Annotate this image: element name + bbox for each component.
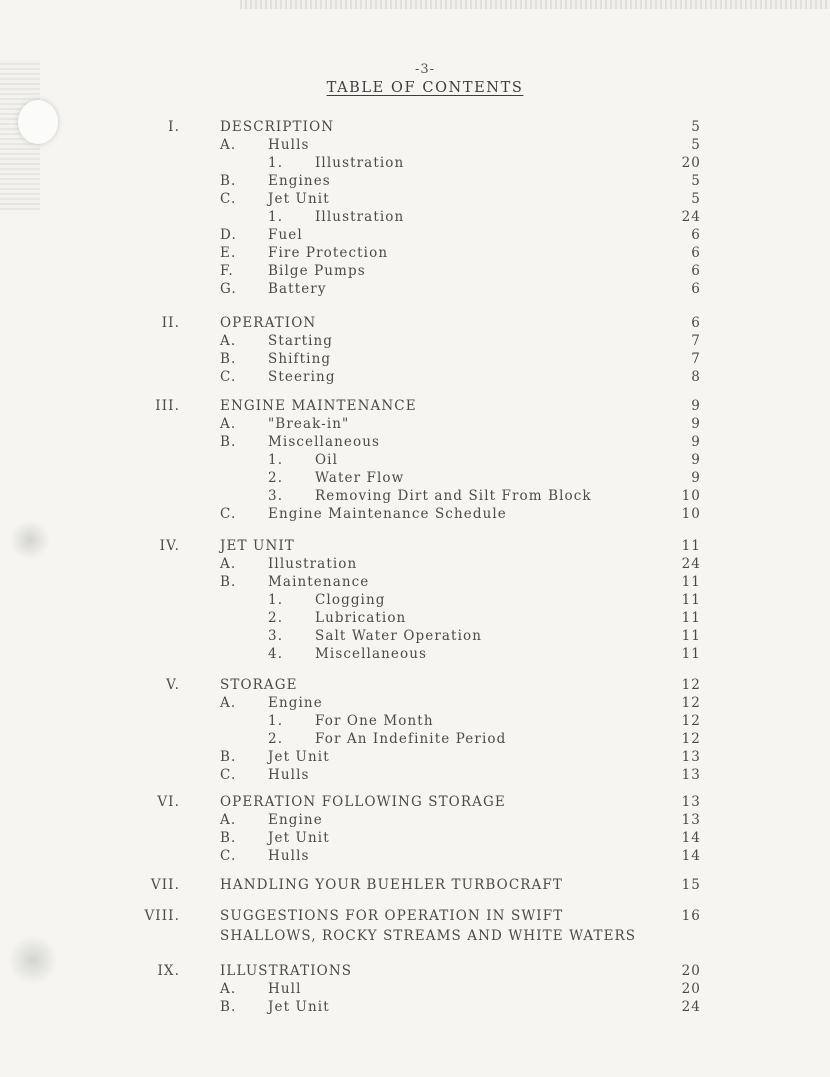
subentry-marker: 1. <box>268 452 284 468</box>
toc-entry-row[interactable] <box>0 980 830 998</box>
subentry-page-number: 9 <box>691 470 701 486</box>
toc-entry-row[interactable] <box>0 811 830 829</box>
entry-page-number: 5 <box>691 191 701 207</box>
subentry-marker: 4. <box>268 646 284 662</box>
toc-subentry-row[interactable] <box>0 451 830 469</box>
entry-marker: B. <box>220 749 237 765</box>
toc-section-row[interactable] <box>0 876 830 894</box>
subentry-page-number: 20 <box>681 155 701 171</box>
toc-entry-row[interactable] <box>0 998 830 1016</box>
entry-page-number: 11 <box>681 574 701 590</box>
entry-marker: D. <box>220 227 237 243</box>
entry-page-number: 10 <box>681 506 701 522</box>
toc-section-row[interactable] <box>0 314 830 332</box>
section-title: OPERATION <box>220 315 317 331</box>
section-numeral: IX. <box>157 963 180 979</box>
entry-page-number: 24 <box>681 556 701 572</box>
section-title: OPERATION FOLLOWING STORAGE <box>220 794 506 810</box>
entry-title: Jet Unit <box>268 999 330 1015</box>
entry-title: Shifting <box>268 351 332 367</box>
subentry-marker: 3. <box>268 628 284 644</box>
entry-title: Hull <box>268 981 302 997</box>
toc-entry-row[interactable] <box>0 766 830 784</box>
toc-entry-row[interactable] <box>0 433 830 451</box>
entry-marker: B. <box>220 434 237 450</box>
entry-marker: E. <box>220 245 237 261</box>
section-page-number: 20 <box>681 963 701 979</box>
entry-page-number: 9 <box>691 434 701 450</box>
section-numeral: II. <box>161 315 180 331</box>
toc-entry-row[interactable] <box>0 350 830 368</box>
toc-subentry-row[interactable] <box>0 730 830 748</box>
toc-entry-row[interactable] <box>0 244 830 262</box>
entry-marker: C. <box>220 506 237 522</box>
toc-entry-row[interactable] <box>0 573 830 591</box>
subentry-page-number: 12 <box>681 713 701 729</box>
section-page-number: 9 <box>691 398 701 414</box>
entry-title: Illustration <box>268 556 358 572</box>
subentry-marker: 2. <box>268 731 284 747</box>
toc-entry-row[interactable] <box>0 829 830 847</box>
entry-page-number: 5 <box>691 173 701 189</box>
entry-title: Jet Unit <box>268 830 330 846</box>
section-numeral: V. <box>166 677 180 693</box>
subentry-marker: 1. <box>268 209 284 225</box>
page-title <box>300 80 550 96</box>
entry-page-number: 6 <box>691 227 701 243</box>
subentry-page-number: 11 <box>681 610 701 626</box>
entry-marker: C. <box>220 191 237 207</box>
toc-section-row[interactable] <box>0 907 830 925</box>
entry-marker: A. <box>220 556 237 572</box>
subentry-marker: 1. <box>268 592 284 608</box>
entry-title: Battery <box>268 281 327 297</box>
subentry-page-number: 11 <box>681 592 701 608</box>
section-numeral: VI. <box>157 794 180 810</box>
subentry-title: Lubrication <box>315 610 407 626</box>
entry-page-number: 13 <box>681 767 701 783</box>
subentry-marker: 2. <box>268 610 284 626</box>
toc-entry-row[interactable] <box>0 555 830 573</box>
subentry-page-number: 24 <box>681 209 701 225</box>
entry-title: Fire Protection <box>268 245 389 261</box>
entry-title: Engine <box>268 812 323 828</box>
toc-subentry-row[interactable] <box>0 469 830 487</box>
section-title: JET UNIT <box>220 538 295 554</box>
entry-title: Starting <box>268 333 334 349</box>
entry-marker: B. <box>220 999 237 1015</box>
entry-marker: A. <box>220 695 237 711</box>
subentry-page-number: 11 <box>681 646 701 662</box>
entry-page-number: 7 <box>691 333 701 349</box>
entry-title: Hulls <box>268 848 310 864</box>
entry-marker: C. <box>220 767 237 783</box>
entry-page-number: 13 <box>681 749 701 765</box>
subentry-title: For One Month <box>315 713 434 729</box>
entry-marker: B. <box>220 830 237 846</box>
section-page-number: 5 <box>691 119 701 135</box>
toc-subentry-row[interactable] <box>0 645 830 663</box>
subentry-title: Miscellaneous <box>315 646 428 662</box>
entry-page-number: 6 <box>691 281 701 297</box>
entry-title: Jet Unit <box>268 749 330 765</box>
toc-section-row[interactable] <box>0 397 830 415</box>
section-title: HANDLING YOUR BUEHLER TURBOCRAFT <box>220 877 563 893</box>
section-title: ILLUSTRATIONS <box>220 963 353 979</box>
entry-title: Miscellaneous <box>268 434 381 450</box>
toc-entry-row[interactable] <box>0 694 830 712</box>
toc-entry-row[interactable] <box>0 280 830 298</box>
toc-entry-row[interactable] <box>0 847 830 865</box>
section-title: SUGGESTIONS FOR OPERATION IN SWIFT <box>220 908 564 924</box>
entry-title: Jet Unit <box>268 191 330 207</box>
toc-entry-row[interactable] <box>0 332 830 350</box>
toc-subentry-row[interactable] <box>0 627 830 645</box>
subentry-marker: 2. <box>268 470 284 486</box>
section-numeral: I. <box>168 119 180 135</box>
entry-title: Maintenance <box>268 574 370 590</box>
toc-entry-row[interactable] <box>0 415 830 433</box>
subentry-page-number: 9 <box>691 452 701 468</box>
entry-page-number: 8 <box>691 369 701 385</box>
toc-entry-row[interactable] <box>0 368 830 386</box>
entry-marker: A. <box>220 333 237 349</box>
page-number: -3- <box>414 62 436 77</box>
subentry-title: Clogging <box>315 592 386 608</box>
entry-title: Engine <box>268 695 323 711</box>
section-page-number: 13 <box>681 794 701 810</box>
toc-entry-row[interactable] <box>0 136 830 154</box>
entry-marker: B. <box>220 173 237 189</box>
toc-subentry-row[interactable] <box>0 487 830 505</box>
section-numeral: III. <box>155 398 180 414</box>
subentry-title: Illustration <box>315 209 405 225</box>
entry-title: Hulls <box>268 767 310 783</box>
entry-marker: F. <box>220 263 234 279</box>
entry-marker: G. <box>220 281 237 297</box>
entry-title: "Break-in" <box>268 416 350 432</box>
entry-page-number: 20 <box>681 981 701 997</box>
entry-marker: C. <box>220 369 237 385</box>
entry-page-number: 7 <box>691 351 701 367</box>
entry-page-number: 14 <box>681 830 701 846</box>
entry-page-number: 9 <box>691 416 701 432</box>
section-title: STORAGE <box>220 677 298 693</box>
entry-marker: B. <box>220 574 237 590</box>
page-title-text: TABLE OF CONTENTS <box>326 80 524 96</box>
subentry-title: For An Indefinite Period <box>315 731 507 747</box>
section-title: ENGINE MAINTENANCE <box>220 398 417 414</box>
toc-subentry-row[interactable] <box>0 154 830 172</box>
section-numeral: VIII. <box>144 908 180 924</box>
entry-page-number: 6 <box>691 263 701 279</box>
section-title-continuation: SHALLOWS, ROCKY STREAMS AND WHITE WATERS <box>220 928 637 944</box>
subentry-title: Illustration <box>315 155 405 171</box>
entry-page-number: 5 <box>691 137 701 153</box>
toc-section-row[interactable] <box>0 118 830 136</box>
section-title: DESCRIPTION <box>220 119 335 135</box>
entry-marker: A. <box>220 812 237 828</box>
section-numeral: VII. <box>150 877 180 893</box>
entry-marker: B. <box>220 351 237 367</box>
subentry-title: Water Flow <box>315 470 405 486</box>
entry-title: Engine Maintenance Schedule <box>268 506 507 522</box>
entry-marker: A. <box>220 416 237 432</box>
section-page-number: 16 <box>681 908 701 924</box>
toc-subentry-row[interactable] <box>0 208 830 226</box>
entry-page-number: 24 <box>681 999 701 1015</box>
entry-page-number: 13 <box>681 812 701 828</box>
toc-section-row[interactable] <box>0 537 830 555</box>
section-numeral: IV. <box>159 538 180 554</box>
subentry-title: Salt Water Operation <box>315 628 483 644</box>
entry-title: Engines <box>268 173 331 189</box>
section-page-number: 11 <box>681 538 701 554</box>
section-page-number: 12 <box>681 677 701 693</box>
entry-title: Fuel <box>268 227 303 243</box>
toc-subentry-row[interactable] <box>0 591 830 609</box>
entry-title: Hulls <box>268 137 310 153</box>
toc-section-row[interactable] <box>0 793 830 811</box>
toc-section-row[interactable] <box>0 676 830 694</box>
subentry-marker: 3. <box>268 488 284 504</box>
subentry-title: Oil <box>315 452 339 468</box>
entry-title: Bilge Pumps <box>268 263 366 279</box>
section-page-number: 15 <box>681 877 701 893</box>
subentry-page-number: 12 <box>681 731 701 747</box>
subentry-marker: 1. <box>268 713 284 729</box>
toc-section-continuation[interactable] <box>0 927 830 945</box>
toc-subentry-row[interactable] <box>0 712 830 730</box>
subentry-title: Removing Dirt and Silt From Block <box>315 488 592 504</box>
toc-entry-row[interactable] <box>0 505 830 523</box>
scan-edge-top <box>240 0 830 9</box>
subentry-marker: 1. <box>268 155 284 171</box>
entry-marker: A. <box>220 137 237 153</box>
entry-marker: A. <box>220 981 237 997</box>
entry-page-number: 6 <box>691 245 701 261</box>
toc-entry-row[interactable] <box>0 748 830 766</box>
subentry-page-number: 10 <box>681 488 701 504</box>
entry-marker: C. <box>220 848 237 864</box>
section-page-number: 6 <box>691 315 701 331</box>
subentry-page-number: 11 <box>681 628 701 644</box>
entry-title: Steering <box>268 369 336 385</box>
entry-page-number: 12 <box>681 695 701 711</box>
toc-section-row[interactable] <box>0 962 830 980</box>
toc-entry-row[interactable] <box>0 190 830 208</box>
toc-subentry-row[interactable] <box>0 609 830 627</box>
toc-entry-row[interactable] <box>0 262 830 280</box>
toc-entry-row[interactable] <box>0 226 830 244</box>
entry-page-number: 14 <box>681 848 701 864</box>
toc-entry-row[interactable] <box>0 172 830 190</box>
